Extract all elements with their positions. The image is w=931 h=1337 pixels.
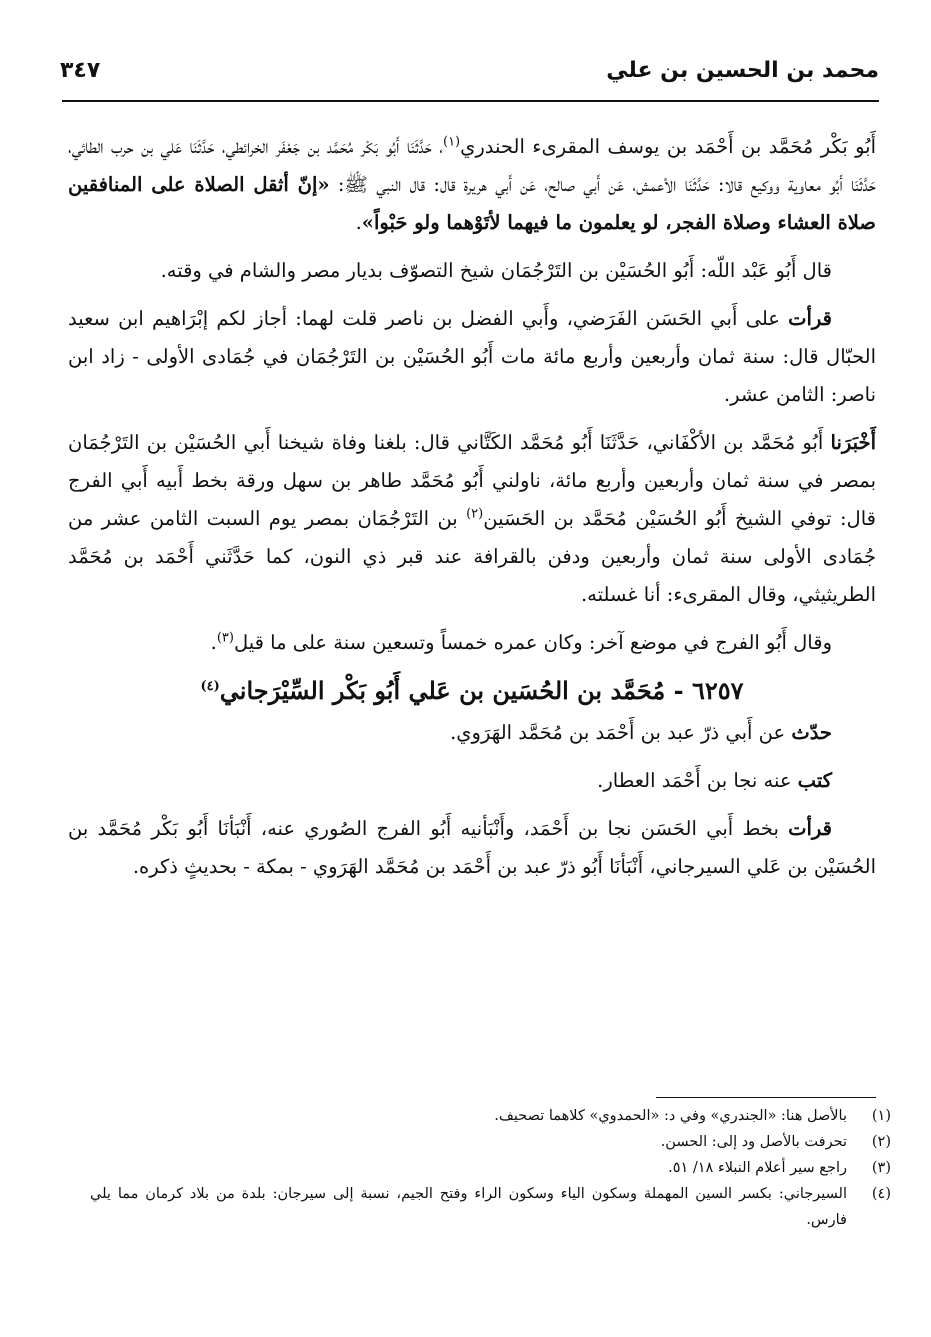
footnote-number: (٢) (871, 1134, 891, 1150)
paragraph (68, 252, 876, 290)
page-header (60, 58, 879, 98)
footnotes (90, 1103, 891, 1233)
footnote-ref: (١) (442, 134, 461, 150)
text-run: ، حَدَّثَنَا أَبُو بَكْر مُحَمَّد بن جَعْفَر الخرائطي، حَدَّثَنَا عَلي بن حرب الطائي، حَدَّثَنَا أَبُو معاوية ووكيع قالا: حَدَّثَنَا الأعمش، عَن أَبي صالح، عَن أَبي هريرة قال: قال النبي ﷺ: (68, 135, 876, 196)
footnote (90, 1103, 891, 1129)
footnote-ref: (٢) (466, 506, 484, 522)
text-run: على أَبي الحَسَن الفَرَضي، وأَبي الفضل بن ناصر قلت لهما: أجاز لكم إبْرَاهيم ابن سعيد الحبّال قال: سنة ثمان وأربعين وأربع مائة مات أَبُو الحُسَيْن بن التَرْجُمَان في جُمَادى الأولى - زاد ابن ناصر: الثامن عشر. (68, 307, 876, 406)
footnote-number: (٣) (871, 1160, 891, 1176)
footnote-text: بالأصل هنا: «الجندري» وفي د: «الحمدوي» كلاهما تصحيف. (494, 1108, 847, 1124)
main-text (68, 128, 876, 896)
text-run: أَبُو بَكْر مُحَمَّد بن أَحْمَد بن يوسف المقرىء الحندري (460, 135, 876, 158)
text-run: بن التَرْجُمَان بمصر يوم السبت الثامن عشر من جُمَادى الأولى سنة ثمان وأربعين ودفن بالقرافة عند قبر ذي النون، كما حَدَّثَني أَحْمَد بن مُحَمَّد الطريثيثي، وقال المقرىء: أنا غسلته. (68, 507, 876, 606)
paragraph-lead-word: حدّث (791, 721, 832, 744)
entry-heading (68, 672, 876, 710)
running-title: محمد بن الحسين بن علي (606, 58, 879, 83)
paragraph (68, 128, 876, 242)
paragraphs-section (68, 128, 876, 662)
footnote (90, 1181, 891, 1233)
footnote-text: السيرجاني: بكسر السين المهملة وسكون الياء وسكون الراء وفتح الجيم، نسبة إلى سيرجان: بلدة من بلاد كرمان مما يلي فارس. (90, 1186, 847, 1228)
footnote-text: راجع سير أعلام النبلاء ١٨/ ٥١. (668, 1160, 847, 1176)
paragraph (68, 810, 876, 886)
footnote-number: (٤) (871, 1186, 891, 1202)
paragraph (68, 624, 876, 662)
footnote-ref: (٤) (200, 679, 220, 694)
paragraph-lead-word: قرأت (788, 307, 832, 330)
footnote-text: تحرفت بالأصل ود إلى: الحسن. (660, 1134, 847, 1150)
text-run: عن أَبي ذرّ عبد بن أَحْمَد بن مُحَمَّد الهَرَوي. (450, 721, 792, 744)
footnote-rule (656, 1097, 876, 1098)
text-run: أَبُو مُحَمَّد بن الأكْفَاني، حَدَّثَنَا أَبُو مُحَمَّد الكَتَّاني قال: بلغنا وفاة شيخنا أَبي الحُسَيْن بن التَرْجُمَان بمصر في سنة ثمان وأربعين وأربع مائة، ناولني أَبُو مُحَمَّد طاهر بن سهل ورقة بخط أَبيه أَبي الفرج قال: توفي الشيخ أَبُو الحُسَيْن مُحَمَّد بن الحَسَين (68, 431, 876, 530)
paragraph-lead-word: قرأت (788, 817, 832, 840)
hadith-quote: «إنّ أثقل الصلاة على المنافقين صلاة العشاء وصلاة الفجر، لو يعلمون ما فيهما لأتَوْهما ولو حَبْواً» (68, 173, 876, 234)
footnote-ref: (٣) (216, 630, 234, 646)
text-run: . (210, 631, 217, 654)
entry-title: ٦٢٥٧ - مُحَمَّد بن الحُسَين بن عَلي أَبُو بَكْر السِّيْرَجاني (219, 676, 744, 705)
paragraph (68, 714, 876, 752)
footnote (90, 1129, 891, 1155)
paragraph (68, 424, 876, 614)
text-run: بخط أَبي الحَسَن نجا بن أَحْمَد، وأَنْبَأنيه أَبُو الفرج الصُوري عنه، أَنْبَأنَا أَبُو بَكْر مُحَمَّد بن الحُسَيْن بن عَلي السيرجاني، أَنْبَأنَا أَبُو ذرّ عبد بن أَحْمَد بن مُحَمَّد الهَرَوي - بمكة - بحديثٍ ذكره. (68, 817, 876, 878)
text-run: وقال أَبُو الفرج في موضع آخر: وكان عمره خمساً وتسعين سنة على ما قيل (233, 631, 832, 654)
paragraph (68, 300, 876, 414)
text-run: عنه نجا بن أَحْمَد العطار. (597, 769, 798, 792)
header-rule (62, 100, 879, 102)
paragraph (68, 762, 876, 800)
text-run: . (355, 211, 362, 234)
text-run: قال أَبُو عَبْد اللّه: أَبُو الحُسَيْن بن التَرْجُمَان شيخ التصوّف بديار مصر والشام في وقته. (160, 259, 832, 282)
page-number: ٣٤٧ (60, 58, 101, 83)
paragraph-lead-word: كتب (797, 769, 832, 792)
paragraph-lead-word: أَخْبَرَنا (830, 431, 876, 454)
footnote (90, 1155, 891, 1181)
footnote-number: (١) (871, 1108, 891, 1124)
entry-paragraphs-section (68, 714, 876, 886)
